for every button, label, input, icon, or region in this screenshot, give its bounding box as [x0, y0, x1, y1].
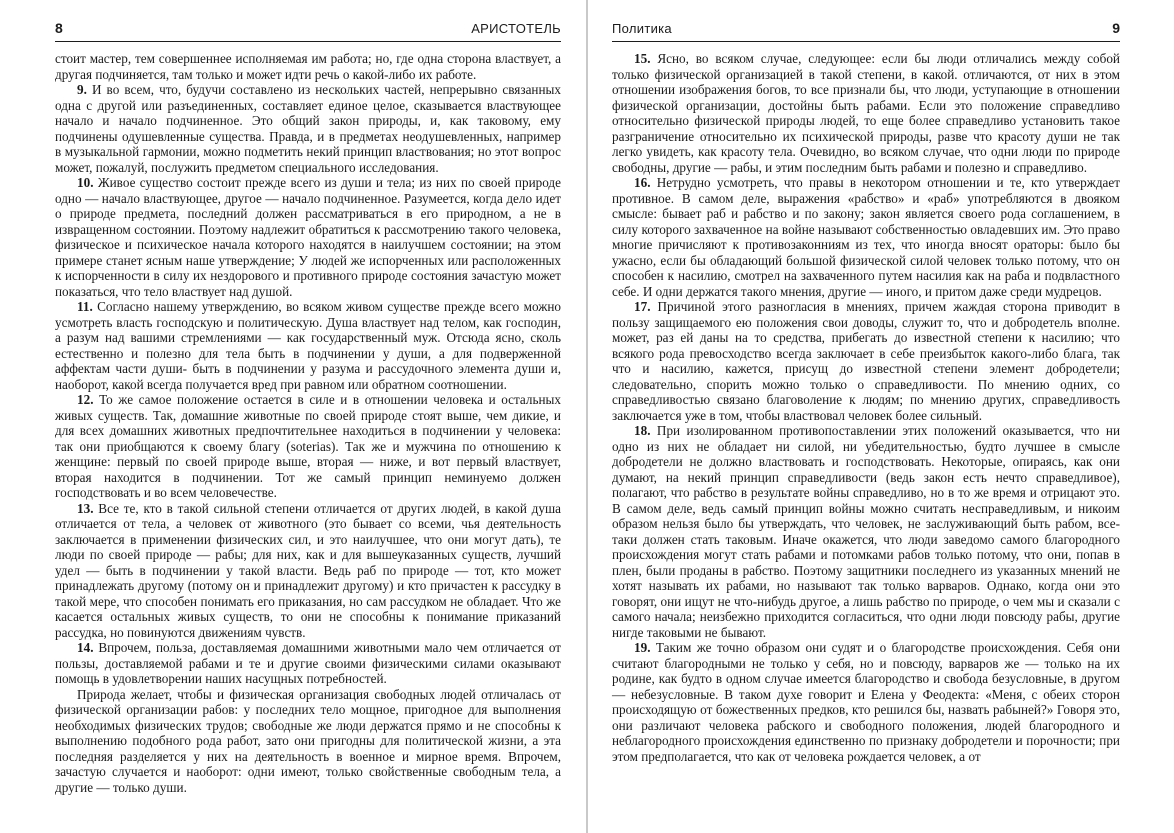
paragraph-number: 19.: [634, 640, 651, 655]
paragraph: [55, 640, 561, 687]
page-right: [588, 0, 1174, 833]
paragraph-number: 14.: [77, 640, 94, 655]
page-left-header: [55, 20, 561, 42]
paragraph-text: При изолированном противопоставлении этих положений оказывается, что ни одно из них не обладает ни силой, ни убедительностью, будто лучшее в смысле добродетели не должно властвовать и господствовать. Некоторые, опираясь, как они думают, на некий принцип справедливости (ведь закон есть нечто справедливое), полагают, что рабство в результате войны справедливо, но в то же время и отрицают это. В самом деле, ведь самый принцип войны можно считать несправедливым, и никоим образом нельзя было бы утверждать, что человек, не заслуживающий быть рабом, все-таки должен стать таковым. Иначе окажется, что люди заведомо самого благородного происхождения могут стать рабами и потомками рабов только потому, что они, попав в плен, были проданы в рабство. Поэтому защитники последнего из указанных мнений не хотят называть их рабами, но называют так только варваров. Однако, когда они это говорят, они ищут не что-нибудь другое, а лишь рабство по природе, о чем мы и сказали с самого начала; неизбежно приходится согласиться, что одни люди повсюду рабы, другие нигде таковыми не бывают.: [612, 423, 1121, 640]
page-right-body: [612, 51, 1120, 764]
paragraph-number: 10.: [77, 175, 94, 190]
paragraph-text: Впрочем, польза, доставляемая домашними животными мало чем отличается от пользы, доставляемой рабами и те и другие своими физическими силами оказывают помощь в удовлетворении наших насущных потребностей.: [55, 640, 561, 686]
paragraph-number: 9.: [77, 82, 87, 97]
page-left: [0, 0, 586, 833]
page-number-right: 9: [1112, 20, 1120, 36]
paragraph: [55, 175, 561, 299]
paragraph-number: 13.: [77, 500, 94, 516]
page-right-header: [612, 20, 1120, 42]
paragraph: [612, 299, 1120, 423]
paragraph-number: 11.: [77, 299, 93, 314]
paragraph: [55, 299, 561, 392]
paragraph: [55, 82, 561, 175]
paragraph-number: 12.: [77, 392, 94, 407]
running-head-right: Политика: [612, 21, 672, 36]
paragraph: [612, 175, 1120, 299]
paragraph: [612, 51, 1120, 175]
page-number-left: 8: [55, 20, 63, 36]
paragraph: [612, 423, 1120, 640]
page-left-body: [55, 51, 561, 795]
paragraph: [612, 640, 1120, 764]
paragraph-text: Природа желает, чтобы и физическая организация свободных людей отличалась от физической организации рабов: у последних тело мощное, пригодное для выполнения необходимых физических трудов; свободные же люди держатся прямо и не способны к выполнению подобного рода работ, зато они пригодны для политической жизни, а эта последняя разделяется у них на деятельность в военное и мирное время. Впрочем, зачастую случается и наоборот: одни имеют, только свойственные свободным тела, а другие — только души.: [55, 686, 561, 795]
paragraph: [55, 392, 561, 501]
paragraph-text: Нетрудно усмотреть, что правы в некотором отношении и те, кто утверждает противное. В самом деле, выражения «рабство» и «раб» употребляются в двояком смысле: бывает раб и рабство и по закону; закон является своего рода соглашением, в силу которого захваченное на войне называют собственностью овладевших им. Это право многие причисляют к противозаконниям из тех, что иногда вносят ораторы: было бы ужасно, если бы обладающий большой физической силой человек только потому, что он способен к насилию, смотрел на захваченного путем насилия как на раба и подвластного себе. И одни держатся такого мнения, другие — иного, и притом даже среди мудрецов.: [612, 175, 1121, 299]
paragraph-text: Согласно нашему утверждению, во всяком живом существе прежде всего можно усмотреть власть господскую и политическую. Душа властвует над телом, как господин, а разум над вашими стремлениями — как государственный муж. Отсюда ясно, сколь естественно и полезно для тела быть в подчинении у души, а для подверженной аффектам части души- быть в подчинении у разума и рассудочного элемента души и, наоборот, какой всегда получается вред при равном или обратном соотношении.: [55, 299, 561, 392]
paragraph-text: То же самое положение остается в силе и в отношении человека и остальных живых существ. Так, домашние животные по своей природе стоят выше, чем дикие, и для всех домашних животных предпочтительнее находиться в подчинении у человека: так они приобщаются к своему благу (soterias). Так же и мужчина по отношению к женщине: первый по своей природе выше, вторая — ниже, и вот первый властвует, вторая находится в подчинении. Тот же самый принцип неминуемо должен господствовать и во всем человечестве.: [55, 392, 561, 500]
paragraph-text: И во всем, что, будучи составлено из нескольких частей, непрерывно связанных одна с другой или разъединенных, составляет единое целое, сказывается властвующее начало и начало подчиненное. Это общий закон природы, и, как таковому, ему подчинены одушевленные существа. Правда, и в предметах неодушевленных, например в музыкальной гармонии, можно подметить некий принцип властвования; но этот вопрос может, пожалуй, послужить предметом специального исследования.: [55, 82, 561, 175]
paragraph-text: Ясно, во всяком случае, следующее: если бы люди отличались между собой только физической организацией в такой степени, в какой. отличаются, от них в этом отношении изображения богов, то все признали бы, что люди, уступающие в отношении физической организации, достойны быть рабами. Если это положение справедливо относительно физической природы людей, то еще более справедливо установить такое разграничение относительно их психической природы, разве что красоту души не так легко увидеть, как красоту тела. Очевидно, во всяком случае, что одни люди по природе свободны, другие — рабы, и этим последним быть рабами и полезно и справедливо.: [612, 51, 1120, 175]
paragraph-number: 15.: [634, 51, 651, 66]
paragraph-text: стоит мастер, тем совершеннее исполняемая им работа; но, где одна сторона властвует, а другая подчиняется, там только и может идти речь о какой-либо их работе.: [55, 51, 561, 82]
paragraph-number: 18.: [634, 423, 651, 438]
running-head-left: АРИСТОТЕЛЬ: [471, 21, 561, 36]
paragraph: [55, 687, 561, 796]
paragraph: [55, 51, 561, 82]
paragraph-number: 16.: [634, 175, 651, 190]
paragraph-text: Живое существо состоит прежде всего из души и тела; из них по своей природе одно — начало властвующее, другое — начало подчиненное. Разумеется, когда дело идет о природе предмета, последний должен рассматриваться в его природном, а не в извращенном состоянии. Поэтому надлежит обратиться к рассмотрению такого человека, физическое и психическое начала которого находятся в наилучшем состоянии; на этом примере станет ясным наше утверждение; У людей же испорченных или расположенных к испорченности в силу их нездорового и противного природе состояния зачастую может показаться, что тело властвует над душой.: [55, 175, 561, 299]
paragraph-text: Таким же точно образом они судят и о благородстве происхождения. Себя они считают благородными не только у себя, но и повсюду, варваров же — только на их родине, как будто в одном случае имеется благородство и свобода безусловные, в другом — небезусловные. В таком духе говорит и Елена у Феодекта: «Меня, с обеих сторон происходящую от божественных предков, кто решился бы, назвать рабыней?» Говоря это, они различают человека рабского и свободного положения, людей благородного и неблагородного происхождения единственно по признаку добродетели и порочности; при этом предполагается, что как от человека рождается человек, а от: [612, 640, 1120, 764]
paragraph-text: Причиной этого разногласия в мнениях, причем жаждая сторона приводит в пользу защищаемого ею положения свои доводы, служит то, что и добродетель вполне. может, раз ей даны на то средства, прибегать до известной степени к насилию; что всякого рода превосходство всегда заключает в себе преизбыток какого-либо блага, так что и насилию, кажется, присущ до известной степени элемент добродетели; следовательно, спорить можно только о справедливости. По мнению одних, со справедливостью связано благоволение к людям; по мнению других, справедливость заключается уже в том, чтобы властвовал человек более сильный.: [612, 299, 1121, 423]
paragraph: [55, 501, 561, 641]
paragraph-number: 17.: [634, 299, 651, 314]
paragraph-text: Все те, кто в такой сильной степени отличается от других людей, в какой душа отличается от тела, а человек от животного (это бывает со всеми, чья деятельность заключается в применении физических сил, и это наилучшее, что они могут дать), те люди по своей природе — рабы; для них, как и для вышеуказанных существ, лучший удел — быть в подчинении у такой власти. Ведь раб по природе — тот, кто может принадлежать другому (потому он и принадлежит другому) и кто причастен к рассудку в такой мере, что способен понимать его приказания, но сам рассудком не обладает. Что же касается остальных живых существ, то они не способны к понимание приказаний рассудка, но повинуются движениям чувств.: [55, 500, 561, 640]
